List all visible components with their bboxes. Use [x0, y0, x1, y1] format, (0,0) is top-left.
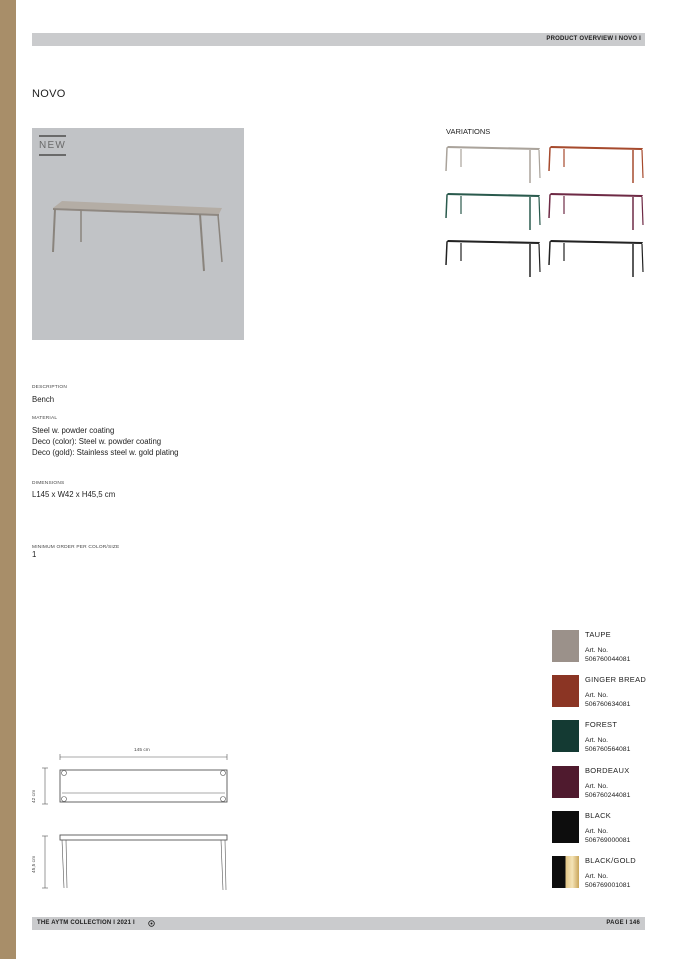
color-name-forest: FOREST	[585, 720, 618, 729]
variation-ginger-bread	[547, 143, 647, 185]
footer-collection-label: THE AYTM COLLECTION I 2021 I	[37, 920, 135, 926]
description-label: DESCRIPTION	[32, 385, 67, 390]
art-no-taupe: 506760044081	[585, 656, 631, 663]
color-name-ginger-bread: GINGER BREAD	[585, 675, 647, 684]
variation-black-gold	[547, 237, 647, 279]
material-label: MATERIAL	[32, 416, 58, 421]
product-hero-image	[32, 128, 244, 340]
material-line-1: Steel w. powder coating	[32, 426, 115, 435]
new-badge	[39, 135, 66, 156]
color-name-taupe: TAUPE	[585, 630, 611, 639]
variation-bordeaux	[547, 190, 647, 232]
material-line-2: Deco (color): Steel w. powder coating	[32, 437, 162, 446]
swatch-forest	[552, 720, 579, 752]
logo-icon	[148, 920, 155, 927]
page-number: PAGE I 146	[606, 920, 640, 926]
variation-black	[444, 237, 544, 279]
min-order-label: MINIMUM ORDER PER COLOR/SIZE	[32, 545, 120, 550]
art-no-ginger-bread: 506760634081	[585, 701, 631, 708]
art-label-black: Art. No.	[585, 828, 609, 835]
variation-forest	[444, 190, 544, 232]
dim-depth-label: 42 cm	[32, 789, 37, 803]
page-title: NOVO	[32, 88, 66, 100]
swatch-taupe	[552, 630, 579, 662]
art-label-black-gold: Art. No.	[585, 873, 609, 880]
header-bar	[32, 33, 645, 46]
technical-drawing	[32, 740, 232, 892]
dimensions-label: DIMENSIONS	[32, 481, 65, 486]
new-badge-text: NEW	[39, 140, 66, 151]
variations-title: VARIATIONS	[446, 127, 491, 136]
swatch-black	[552, 811, 579, 843]
art-no-black-gold: 506769001081	[585, 882, 631, 889]
color-name-black-gold: BLACK/GOLD	[585, 856, 636, 865]
art-label-ginger-bread: Art. No.	[585, 692, 609, 699]
art-label-bordeaux: Art. No.	[585, 783, 609, 790]
art-label-taupe: Art. No.	[585, 647, 609, 654]
swatch-bordeaux	[552, 766, 579, 798]
material-line-3: Deco (gold): Stainless steel w. gold plating	[32, 448, 179, 457]
header-label: PRODUCT OVERVIEW I NOVO I	[546, 36, 641, 42]
art-no-black: 506769000081	[585, 837, 631, 844]
bench-illustration	[32, 128, 244, 340]
dim-height-label: 45,5 cm	[32, 855, 37, 873]
color-name-black: BLACK	[585, 811, 612, 820]
swatch-ginger-bread	[552, 675, 579, 707]
dimensions-value: L145 x W42 x H45,5 cm	[32, 490, 116, 499]
art-label-forest: Art. No.	[585, 737, 609, 744]
art-no-forest: 506760564081	[585, 746, 631, 753]
color-name-bordeaux: BORDEAUX	[585, 766, 630, 775]
description-value: Bench	[32, 395, 55, 404]
swatch-black-gold	[552, 856, 579, 888]
variation-taupe	[444, 143, 544, 185]
min-order-value: 1	[32, 550, 37, 559]
footer-bar	[32, 917, 645, 930]
page-spine	[0, 0, 16, 959]
art-no-bordeaux: 506760244081	[585, 792, 631, 799]
dim-width-label: 145 cm	[134, 748, 150, 753]
